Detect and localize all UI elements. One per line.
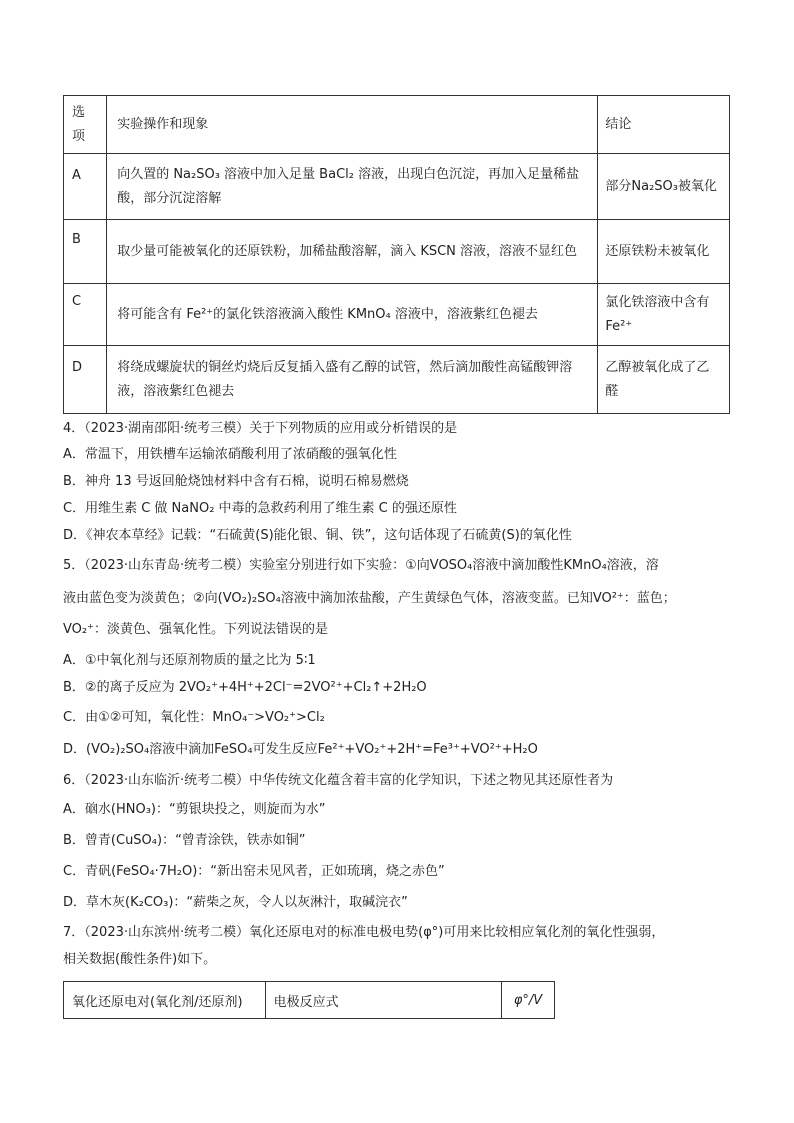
row-operation: 向久置的 Na₂SO₃ 溶液中加入足量 BaCl₂ 溶液，出现白色沉淀，再加入足量稀盐酸，部分沉淀溶解 — [107, 154, 598, 220]
experiment-table — [63, 95, 730, 414]
row-option: C — [64, 284, 107, 346]
q5-stem-line1: 5．（2023·山东青岛·统考二模）实验室分别进行如下实验：①向VOSO₄溶液中滴加酸性KMnO₄溶液，溶 — [63, 558, 659, 573]
header-conclusion: 结论 — [598, 96, 730, 154]
header-option: 选 项 — [64, 96, 107, 154]
table-row — [64, 284, 730, 346]
row-conclusion: 部分Na₂SO₃被氧化 — [598, 154, 730, 220]
q5-option-d: D．(VO₂)₂SO₄溶液中滴加FeSO₄可发生反应Fe²⁺+VO₂⁺+2H⁺=Fe³⁺+VO²⁺+H₂O — [63, 742, 538, 757]
q4-option-c: C．用维生素 C 做 NaNO₂ 中毒的急救药利用了维生素 C 的强还原性 — [63, 501, 457, 516]
q6-option-d: D．草木灰(K₂CO₃)：“薪柴之灰，令人以灰淋汁，取碱浣衣” — [63, 895, 408, 910]
header-potential: φ°/V — [502, 982, 555, 1019]
row-operation: 将绕成螺旋状的铜丝灼烧后反复插入盛有乙醇的试管，然后滴加酸性高锰酸钾溶液，溶液紫红色褪去 — [107, 346, 598, 414]
q6-option-c: C．青矾(FeSO₄·7H₂O)：“新出窑未见风者，正如琉璃，烧之赤色” — [63, 864, 445, 879]
row-option: D — [64, 346, 107, 414]
table-header-row — [64, 96, 730, 154]
q6-stem: 6．（2023·山东临沂·统考二模）中华传统文化蕴含着丰富的化学知识，下述之物见其还原性者为 — [63, 773, 614, 788]
q5-stem-line3: VO₂⁺：淡黄色、强氧化性。下列说法错误的是 — [63, 622, 328, 637]
q6-option-a: A．硇水(HNO₃)：“剪银块投之，则旋而为水” — [63, 802, 326, 817]
row-conclusion: 还原铁粉未被氧化 — [598, 220, 730, 284]
q5-option-c: C．由①②可知，氧化性：MnO₄⁻>VO₂⁺>Cl₂ — [63, 710, 325, 725]
q4-option-d: D．《神农本草经》记载：“石硫黄(S)能化银、铜、铁”，这句话体现了石硫黄(S)的氧化性 — [63, 528, 572, 543]
row-conclusion: 氯化铁溶液中含有 Fe²⁺ — [598, 284, 730, 346]
q5-option-b: B．②的离子反应为 2VO₂⁺+4H⁺+2Cl⁻=2VO²⁺+Cl₂↑+2H₂O — [63, 680, 427, 695]
row-conclusion: 乙醇被氧化成了乙醛 — [598, 346, 730, 414]
q4-option-b: B．神舟 13 号返回舱烧蚀材料中含有石棉，说明石棉易燃烧 — [63, 474, 409, 489]
table-header-row — [64, 982, 555, 1019]
row-operation: 取少量可能被氧化的还原铁粉，加稀盐酸溶解，滴入 KSCN 溶液，溶液不显红色 — [107, 220, 598, 284]
q7-stem-line2: 相关数据(酸性条件)如下。 — [63, 952, 217, 967]
q6-option-b: B．曾青(CuSO₄)：“曾青涂铁，铁赤如铜” — [63, 833, 306, 848]
electrode-potential-table — [63, 981, 555, 1019]
q7-stem-line1: 7．（2023·山东滨州·统考二模）氧化还原电对的标准电极电势(φ°)可用来比较相应氧化剂的氧化性强弱， — [63, 925, 665, 940]
row-option: B — [64, 220, 107, 284]
header-operation: 实验操作和现象 — [107, 96, 598, 154]
header-electrode-reaction: 电极反应式 — [265, 982, 501, 1019]
row-operation: 将可能含有 Fe²⁺的氯化铁溶液滴入酸性 KMnO₄ 溶液中，溶液紫红色褪去 — [107, 284, 598, 346]
q5-stem-line2: 液由蓝色变为淡黄色；②向(VO₂)₂SO₄溶液中滴加浓盐酸，产生黄绿色气体，溶液变蓝。已知VO²⁺：蓝色； — [63, 591, 676, 606]
q4-option-a: A．常温下，用铁槽车运输浓硝酸利用了浓硝酸的强氧化性 — [63, 447, 397, 462]
row-option: A — [64, 154, 107, 220]
table-row — [64, 220, 730, 284]
q5-option-a: A．①中氧化剂与还原剂物质的量之比为 5∶1 — [63, 653, 316, 668]
table-row — [64, 154, 730, 220]
table-row — [64, 346, 730, 414]
header-redox-pair: 氧化还原电对(氧化剂/还原剂) — [64, 982, 266, 1019]
q4-stem: 4．（2023·湖南邵阳·统考三模）关于下列物质的应用或分析错误的是 — [63, 421, 458, 436]
